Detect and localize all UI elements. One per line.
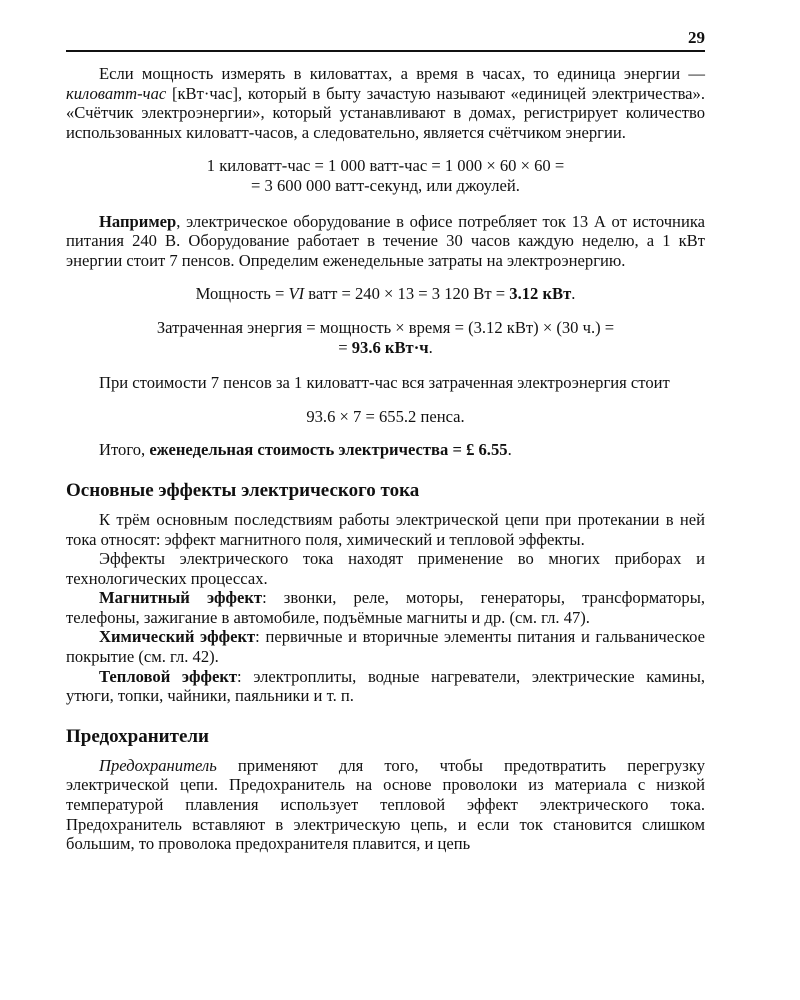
page-body bbox=[66, 64, 705, 854]
power-end: . bbox=[571, 284, 576, 304]
power-vi: VI bbox=[288, 284, 305, 304]
intro-text-b: [кВт·час], который в быту зачастую называют «единицей электричества». «Счётчик электроэнергии», который устанавливают в домах, регистрирует количество использованных киловатт-часов, а следовательно, является счётчиком энергии. bbox=[66, 83, 705, 142]
formula-kwh-line-2: = 3 600 000 ватт-секунд, или джоулей. bbox=[251, 175, 520, 195]
power-text-b: ватт = 240 × 13 = 3 120 Вт = bbox=[304, 284, 510, 304]
chemical-effect-paragraph bbox=[66, 627, 705, 666]
formula-energy-line-2 bbox=[66, 338, 705, 358]
power-text-a: Мощность = bbox=[195, 284, 289, 304]
example-paragraph bbox=[66, 212, 705, 271]
total-result: еженедельная стоимость электричества = £ 6.55 bbox=[149, 440, 508, 460]
intro-text-a: Если мощность измерять в киловаттах, а время в часах, то единица энергии — bbox=[99, 64, 705, 83]
chemical-effect-text: : первичные и вторичные элементы питания и гальваническое покрытие (см. гл. 42). bbox=[66, 627, 705, 667]
magnetic-effect-paragraph bbox=[66, 588, 705, 627]
formula-power bbox=[66, 284, 705, 304]
kilowatt-hour-term: киловатт-час bbox=[66, 83, 167, 103]
energy-end: . bbox=[428, 337, 433, 357]
energy-prefix: = bbox=[338, 337, 352, 357]
fuses-paragraph bbox=[66, 756, 705, 854]
example-label: Например bbox=[99, 211, 177, 231]
header-rule bbox=[66, 50, 705, 52]
example-text: , электрическое оборудование в офисе потребляет ток 13 А от источника питания 240 В. Оборудование работает в течение 30 часов каждую неделю, а 1 кВт энергии стоит 7 пенсов. Определим еженедельные затраты на электроэнергию. bbox=[66, 211, 705, 270]
total-end: . bbox=[507, 440, 512, 460]
magnetic-effect-label: Магнитный эффект bbox=[99, 588, 263, 608]
thermal-effect-paragraph bbox=[66, 667, 705, 706]
intro-paragraph bbox=[66, 64, 705, 142]
fuses-heading: Предохранители bbox=[66, 725, 210, 747]
effects-paragraph-2: Эффекты электрического тока находят применение во многих приборах и технологических процессах. bbox=[66, 549, 705, 588]
total-text-a: Итого, bbox=[99, 440, 150, 460]
magnetic-effect-text: : звонки, реле, моторы, генераторы, трансформаторы, телефоны, зажигание в автомобиле, подъёмные магниты и др. (см. гл. 47). bbox=[66, 588, 705, 627]
formula-energy-line-1: Затраченная энергия = мощность × время = (3.12 кВт) × (30 ч.) = bbox=[156, 317, 615, 337]
power-result: 3.12 кВт bbox=[509, 284, 572, 304]
effects-paragraph-1: К трём основным последствиям работы электрической цепи при протекании в ней тока относят: эффект магнитного поля, химический и тепловой эффекты. bbox=[66, 509, 705, 549]
chemical-effect-label: Химический эффект bbox=[99, 627, 256, 647]
fuses-text: применяют для того, чтобы предотвратить перегрузку электрической цепи. Предохранитель на основе проволоки из материала с низкой температурой плавления использует тепловой эффект электрического тока. Предохранитель вставляют в электрическую цепь, и если ток становится слишком большим, то проволока предохранителя плавится, и цепь bbox=[66, 755, 705, 854]
effects-heading: Основные эффекты электрического тока bbox=[66, 479, 420, 501]
thermal-effect-label: Тепловой эффект bbox=[99, 666, 238, 686]
cost-paragraph: При стоимости 7 пенсов за 1 киловатт-час вся затраченная электроэнергия стоит bbox=[99, 373, 670, 393]
energy-result: 93.6 кВт·ч bbox=[351, 337, 429, 357]
thermal-effect-text: : электроплиты, водные нагреватели, электрические камины, утюги, топки, чайники, паяльники и т. п. bbox=[66, 666, 705, 706]
fuse-term: Предохранитель bbox=[99, 755, 217, 775]
formula-kwh-line-1: 1 киловатт-час = 1 000 ватт-час = 1 000 × 60 × 60 = bbox=[206, 156, 565, 176]
formula-cost: 93.6 × 7 = 655.2 пенса. bbox=[306, 406, 465, 426]
total-line bbox=[66, 440, 705, 460]
page-number: 29 bbox=[688, 28, 705, 47]
